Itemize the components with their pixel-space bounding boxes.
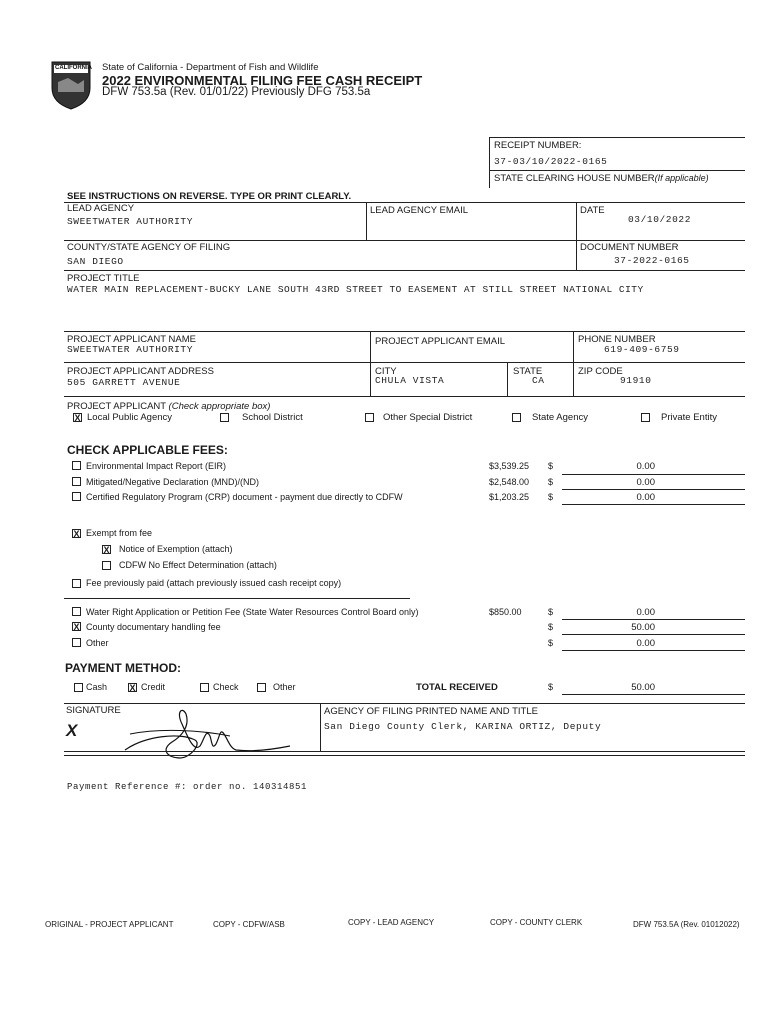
project-title-value: WATER MAIN REPLACEMENT-BUCKY LANE SOUTH 43RD STREET TO EASEMENT AT STILL STREET NATIONAL CITY bbox=[67, 284, 644, 295]
other-fee-checkbox[interactable] bbox=[72, 638, 81, 647]
local-public-agency-checkbox[interactable]: X bbox=[74, 413, 81, 423]
zip-label: ZIP CODE bbox=[578, 366, 623, 377]
crp-label: Certified Regulatory Program (CRP) document - payment due directly to CDFW bbox=[86, 492, 403, 502]
date-label: DATE bbox=[580, 205, 605, 216]
state-label: STATE bbox=[513, 366, 543, 377]
other-special-district-label: Other Special District bbox=[383, 412, 473, 423]
clearing-house-label-text: STATE CLEARING HOUSE NUMBER bbox=[494, 173, 655, 184]
county-value: SAN DIEGO bbox=[67, 256, 124, 267]
address-value: 505 GARRETT AVENUE bbox=[67, 377, 181, 388]
previously-paid-label: Fee previously paid (attach previously issued cash receipt copy) bbox=[86, 578, 342, 588]
document-number-value: 37-2022-0165 bbox=[614, 255, 690, 266]
zip-value: 91910 bbox=[620, 375, 652, 386]
footer-copy-lead-agency: COPY - LEAD AGENCY bbox=[348, 918, 435, 927]
ned-checkbox[interactable] bbox=[102, 561, 111, 570]
applicant-name-value: SWEETWATER AUTHORITY bbox=[67, 344, 194, 355]
applicant-type-label bbox=[67, 401, 270, 412]
total-amount: 50.00 bbox=[631, 682, 655, 693]
receipt-number-label: RECEIPT NUMBER: bbox=[494, 140, 582, 151]
other-payment-checkbox[interactable] bbox=[257, 683, 266, 692]
state-value: CA bbox=[532, 375, 545, 386]
crp-fee: $1,203.25 bbox=[489, 492, 530, 502]
city-value: CHULA VISTA bbox=[375, 375, 445, 386]
agency-name-label: AGENCY OF FILING PRINTED NAME AND TITLE bbox=[324, 706, 538, 717]
lead-agency-label: LEAD AGENCY bbox=[67, 203, 135, 214]
water-right-currency: $ bbox=[548, 607, 554, 617]
address-label: PROJECT APPLICANT ADDRESS bbox=[67, 366, 214, 377]
credit-label: Credit bbox=[141, 682, 166, 692]
exempt-label: Exempt from fee bbox=[86, 528, 153, 538]
noe-label: Notice of Exemption (attach) bbox=[119, 544, 233, 554]
previously-paid-checkbox[interactable] bbox=[72, 579, 81, 588]
exempt-checkbox[interactable]: X bbox=[73, 529, 80, 539]
other-fee-amount: 0.00 bbox=[636, 638, 655, 649]
eir-checkbox[interactable] bbox=[72, 461, 81, 470]
department-name: State of California - Department of Fish and Wildlife bbox=[102, 62, 319, 73]
eir-amount: 0.00 bbox=[636, 461, 655, 472]
school-district-label: School District bbox=[242, 412, 303, 423]
project-title-label: PROJECT TITLE bbox=[67, 273, 140, 284]
eir-label: Environmental Impact Report (EIR) bbox=[86, 461, 227, 471]
state-agency-checkbox[interactable] bbox=[512, 413, 521, 422]
check-checkbox[interactable] bbox=[200, 683, 209, 692]
private-entity-label: Private Entity bbox=[661, 412, 717, 423]
crp-amount: 0.00 bbox=[636, 492, 655, 503]
payment-heading: PAYMENT METHOD: bbox=[65, 661, 182, 675]
payment-reference: Payment Reference #: order no. 140314851 bbox=[67, 782, 308, 792]
footer-copy-cdfw: COPY - CDFW/ASB bbox=[213, 920, 285, 929]
school-district-checkbox[interactable] bbox=[220, 413, 229, 422]
county-fee-currency: $ bbox=[548, 622, 554, 632]
water-right-fee: $850.00 bbox=[489, 607, 522, 617]
date-value: 03/10/2022 bbox=[628, 214, 692, 225]
footer-form-number: DFW 753.5A (Rev. 01012022) bbox=[633, 920, 740, 929]
document-number-label: DOCUMENT NUMBER bbox=[580, 242, 679, 253]
county-fee-checkbox[interactable]: X bbox=[73, 622, 80, 632]
fees-heading: CHECK APPLICABLE FEES: bbox=[67, 443, 228, 457]
mnd-checkbox[interactable] bbox=[72, 477, 81, 486]
mnd-amount: 0.00 bbox=[636, 477, 655, 488]
form-subtitle: DFW 753.5a (Rev. 01/01/22) Previously DFG 753.5a bbox=[102, 86, 371, 98]
county-label: COUNTY/STATE AGENCY OF FILING bbox=[67, 242, 231, 253]
total-received-label: TOTAL RECEIVED bbox=[416, 682, 498, 693]
phone-value: 619-409-6759 bbox=[604, 344, 680, 355]
form-title: 2022 ENVIRONMENTAL FILING FEE CASH RECEIPT bbox=[102, 73, 423, 88]
county-fee-amount: 50.00 bbox=[631, 622, 655, 633]
crp-checkbox[interactable] bbox=[72, 492, 81, 501]
city-label: CITY bbox=[375, 366, 397, 377]
clearing-house-label bbox=[494, 173, 709, 184]
agency-name-value: San Diego County Clerk, KARINA ORTIZ, Deputy bbox=[324, 721, 602, 732]
county-fee-label: County documentary handling fee bbox=[86, 622, 221, 632]
clearing-house-note: (If applicable) bbox=[654, 173, 709, 183]
crp-currency: $ bbox=[548, 492, 554, 502]
total-currency: $ bbox=[548, 682, 554, 692]
other-fee-label: Other bbox=[86, 638, 109, 648]
applicant-type-label-text: PROJECT APPLICANT bbox=[67, 401, 166, 412]
logo-text: CALIFORNIA bbox=[55, 65, 92, 71]
mnd-label: Mitigated/Negative Declaration (MND)/(ND) bbox=[86, 477, 260, 487]
local-public-agency-label: Local Public Agency bbox=[87, 412, 173, 423]
cash-label: Cash bbox=[86, 682, 108, 692]
private-entity-checkbox[interactable] bbox=[641, 413, 650, 422]
water-right-amount: 0.00 bbox=[636, 607, 655, 618]
signature-label: SIGNATURE bbox=[66, 705, 121, 716]
phone-label: PHONE NUMBER bbox=[578, 334, 656, 345]
eir-fee: $3,539.25 bbox=[489, 461, 530, 471]
check-label: Check bbox=[213, 682, 239, 692]
lead-agency-value: SWEETWATER AUTHORITY bbox=[67, 216, 194, 227]
state-agency-label: State Agency bbox=[532, 412, 588, 423]
other-payment-label: Other bbox=[273, 682, 296, 692]
mnd-currency: $ bbox=[548, 477, 554, 487]
signature-x: X bbox=[66, 721, 78, 740]
credit-checkbox[interactable]: X bbox=[129, 683, 136, 693]
receipt-number: 37-03/10/2022-0165 bbox=[494, 156, 608, 167]
cdfw-logo bbox=[50, 60, 92, 115]
footer-copy-county-clerk: COPY - COUNTY CLERK bbox=[490, 918, 583, 927]
cash-checkbox[interactable] bbox=[74, 683, 83, 692]
applicant-name-label: PROJECT APPLICANT NAME bbox=[67, 334, 196, 345]
mnd-fee: $2,548.00 bbox=[489, 477, 530, 487]
other-special-district-checkbox[interactable] bbox=[365, 413, 374, 422]
lead-email-label: LEAD AGENCY EMAIL bbox=[370, 205, 469, 216]
noe-checkbox[interactable]: X bbox=[103, 545, 110, 555]
eir-currency: $ bbox=[548, 461, 554, 471]
water-right-label: Water Right Application or Petition Fee (State Water Resources Control Board only) bbox=[86, 607, 419, 617]
applicant-email-label: PROJECT APPLICANT EMAIL bbox=[375, 336, 506, 347]
applicant-type-note: (Check appropriate box) bbox=[168, 401, 271, 412]
footer-copy-original: ORIGINAL - PROJECT APPLICANT bbox=[45, 920, 174, 929]
ned-label: CDFW No Effect Determination (attach) bbox=[119, 560, 277, 570]
handwritten-signature bbox=[120, 706, 310, 769]
water-right-checkbox[interactable] bbox=[72, 607, 81, 616]
other-fee-currency: $ bbox=[548, 638, 554, 648]
instructions: SEE INSTRUCTIONS ON REVERSE. TYPE OR PRINT CLEARLY. bbox=[67, 191, 352, 202]
